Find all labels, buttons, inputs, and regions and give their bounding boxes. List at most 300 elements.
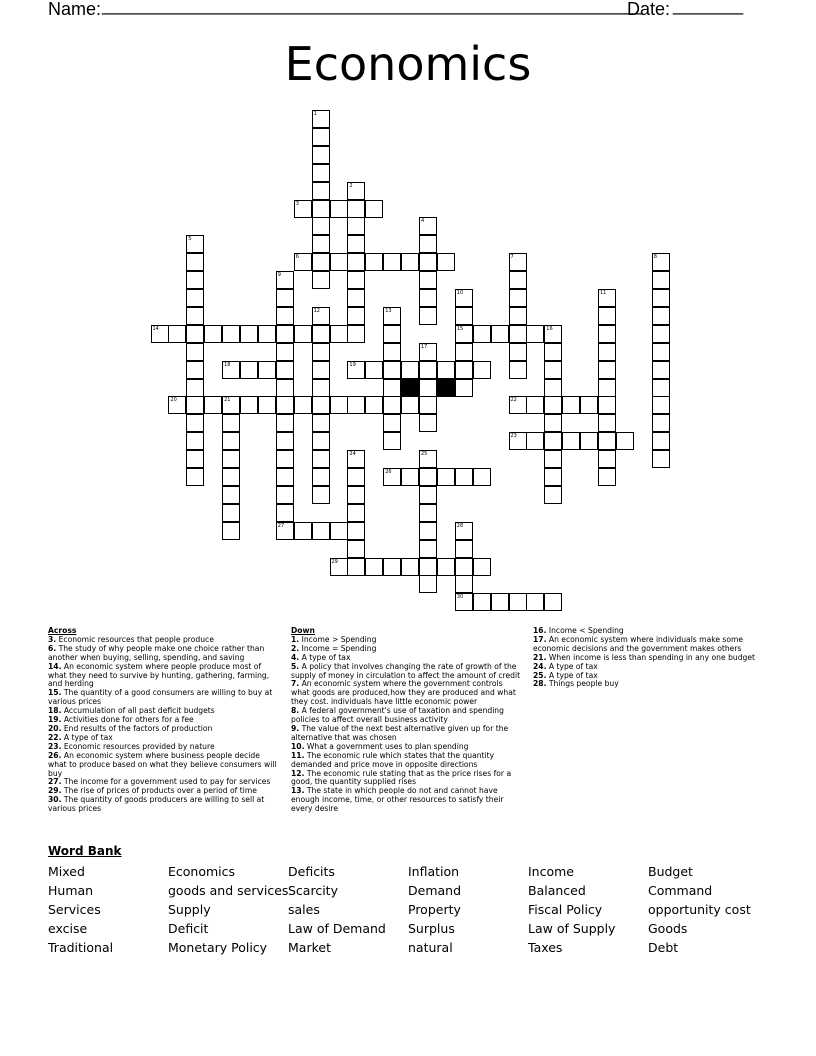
crossword-cell[interactable]: [276, 396, 294, 414]
clue-text: A type of tax: [63, 732, 113, 742]
crossword-cell[interactable]: [168, 325, 186, 343]
crossword-cell[interactable]: [509, 289, 527, 307]
crossword-cell[interactable]: [544, 468, 562, 486]
crossword-cell[interactable]: [294, 325, 312, 343]
word-bank-item: Deficit: [168, 921, 209, 936]
crossword-clue-number: 27: [277, 522, 285, 529]
crossword-cell[interactable]: [312, 325, 330, 343]
crossword-cell[interactable]: [526, 593, 544, 611]
clue-number: 22.: [48, 732, 62, 742]
clue-text: An economic system where the government controls what goods are produced,how they are produced and what they cost. individuals have little economic power: [291, 679, 516, 707]
crossword-cell[interactable]: [509, 593, 527, 611]
crossword-cell[interactable]: [419, 558, 437, 576]
clue-text: Things people buy: [548, 679, 619, 689]
crossword-clue-number: 10: [456, 290, 464, 296]
crossword-cell[interactable]: [419, 396, 437, 414]
crossword-cell[interactable]: [544, 343, 562, 361]
crossword-cell[interactable]: [294, 396, 312, 414]
clue-item: [291, 707, 521, 725]
crossword-cell[interactable]: [598, 379, 616, 397]
crossword-cell[interactable]: [455, 343, 473, 361]
crossword-cell[interactable]: [365, 200, 383, 218]
crossword-cell[interactable]: [186, 343, 204, 361]
crossword-cell[interactable]: [401, 253, 419, 271]
clue-number: 29.: [48, 786, 62, 796]
crossword-cell[interactable]: [204, 325, 222, 343]
crossword-cell[interactable]: [401, 558, 419, 576]
crossword-cell[interactable]: [222, 414, 240, 432]
clue-item: [533, 680, 768, 689]
crossword-cell[interactable]: [419, 271, 437, 289]
crossword-cell[interactable]: [347, 504, 365, 522]
crossword-cell[interactable]: [455, 307, 473, 325]
crossword-cell[interactable]: [455, 379, 473, 397]
crossword-cell[interactable]: [455, 468, 473, 486]
crossword-cell[interactable]: [437, 468, 455, 486]
crossword-cell[interactable]: [598, 325, 616, 343]
crossword-cell[interactable]: [347, 396, 365, 414]
clue-number: 20.: [48, 723, 62, 733]
crossword-clue-number: 19: [349, 361, 356, 368]
clue-text: Income > Spending: [301, 634, 377, 644]
crossword-cell[interactable]: [509, 361, 527, 379]
word-bank-item: Traditional: [48, 940, 114, 955]
crossword-cell[interactable]: [312, 379, 330, 397]
crossword-clue-number: 16: [546, 325, 553, 332]
crossword-cell[interactable]: [419, 468, 437, 486]
clue-text: Economic resources provided by nature: [63, 741, 215, 751]
crossword-cell[interactable]: [652, 432, 670, 450]
crossword-cell[interactable]: [509, 343, 527, 361]
crossword-clue-number: 22: [510, 397, 517, 404]
crossword-cell[interactable]: [652, 396, 670, 414]
crossword-cell[interactable]: [473, 593, 491, 611]
crossword-clue-number: 25: [421, 451, 428, 458]
crossword-cell[interactable]: [312, 486, 330, 504]
crossword-cell[interactable]: [401, 396, 419, 414]
clue-text: The rise of prices of products over a period of time: [63, 786, 257, 796]
crossword-clue-number: 6: [295, 254, 299, 261]
down-clues-continued: [533, 627, 768, 689]
clue-number: 19.: [48, 715, 62, 725]
crossword-cell[interactable]: [509, 307, 527, 325]
crossword-cell[interactable]: [312, 128, 330, 146]
word-bank-item: Debt: [648, 940, 679, 955]
word-bank-item: Goods: [648, 921, 688, 936]
word-bank-item: Mixed: [48, 864, 85, 879]
crossword-cell[interactable]: [580, 396, 598, 414]
crossword-cell[interactable]: [222, 486, 240, 504]
crossword-cell[interactable]: [562, 432, 580, 450]
clue-number: 4.: [291, 652, 300, 662]
crossword-cell[interactable]: [419, 307, 437, 325]
word-bank-item: Balanced: [528, 883, 586, 898]
date-label: Date:: [627, 0, 671, 19]
crossword-cell[interactable]: [312, 217, 330, 235]
word-bank-item: excise: [48, 921, 88, 936]
crossword-cell[interactable]: [419, 253, 437, 271]
date-line[interactable]: _______: [673, 0, 744, 15]
crossword-cell[interactable]: [276, 450, 294, 468]
crossword-cell[interactable]: [401, 361, 419, 379]
crossword-cell[interactable]: [312, 468, 330, 486]
crossword-cell[interactable]: [347, 558, 365, 576]
word-bank-column: [48, 862, 168, 957]
crossword-cell[interactable]: [419, 414, 437, 432]
crossword-cell[interactable]: [598, 361, 616, 379]
clue-item: [291, 725, 521, 743]
crossword-black-cell: [401, 379, 419, 397]
crossword-clue-number: 30: [456, 594, 464, 601]
clue-text: The value of the next best alternative given up for the alternative that was chosen: [291, 723, 509, 742]
clue-text: The quantity of a good consumers are willing to buy at various prices: [48, 688, 273, 707]
crossword-cell[interactable]: [598, 414, 616, 432]
clue-number: 9.: [291, 723, 300, 733]
crossword-cell[interactable]: [347, 522, 365, 540]
crossword-clue-number: 7: [510, 254, 514, 261]
crossword-cell[interactable]: [222, 504, 240, 522]
crossword-cell[interactable]: [544, 486, 562, 504]
crossword-cell[interactable]: [276, 414, 294, 432]
crossword-cell[interactable]: [222, 450, 240, 468]
clue-text: End results of the factors of production: [63, 723, 213, 733]
clue-number: 2.: [291, 643, 300, 653]
crossword-cell[interactable]: [312, 164, 330, 182]
clue-number: 17.: [533, 634, 547, 644]
crossword-cell[interactable]: [186, 450, 204, 468]
crossword-cell[interactable]: [562, 396, 580, 414]
word-bank-item: opportunity cost: [648, 902, 751, 917]
clue-text: The quantity of goods producers are willing to sell at various prices: [48, 795, 265, 814]
crossword-cell[interactable]: [276, 289, 294, 307]
crossword-cell[interactable]: [347, 325, 365, 343]
crossword-cell[interactable]: [544, 432, 562, 450]
crossword-cell[interactable]: [509, 325, 527, 343]
crossword-cell[interactable]: [473, 325, 491, 343]
crossword-clue-number: 26: [385, 469, 392, 475]
across-heading: Across: [48, 626, 77, 635]
crossword-cell[interactable]: [186, 468, 204, 486]
clue-number: 1.: [291, 634, 300, 644]
crossword-cell[interactable]: [383, 325, 401, 343]
crossword-cell[interactable]: [652, 361, 670, 379]
crossword-cell[interactable]: [240, 396, 258, 414]
crossword-cell[interactable]: [347, 486, 365, 504]
clue-text: Activities done for others for a fee: [63, 715, 194, 725]
name-label: Name:: [48, 0, 102, 19]
word-bank-item: Services: [48, 902, 101, 917]
crossword-cell[interactable]: [455, 540, 473, 558]
crossword-cell[interactable]: [276, 468, 294, 486]
crossword-cell[interactable]: [526, 432, 544, 450]
name-line[interactable]: ______________________________________________________: [102, 0, 643, 15]
crossword-cell[interactable]: [365, 253, 383, 271]
crossword-clue-number: 5: [188, 236, 192, 243]
crossword-cell[interactable]: [491, 593, 509, 611]
crossword-cell[interactable]: [652, 325, 670, 343]
crossword-cell[interactable]: [312, 343, 330, 361]
crossword-cell[interactable]: [473, 361, 491, 379]
clue-text: What a government uses to plan spending: [306, 741, 469, 751]
crossword-cell[interactable]: [347, 271, 365, 289]
word-bank-item: Monetary Policy: [168, 940, 268, 955]
crossword-cell[interactable]: [652, 450, 670, 468]
crossword-cell[interactable]: [276, 307, 294, 325]
crossword-cell[interactable]: [330, 522, 348, 540]
crossword-cell[interactable]: [347, 235, 365, 253]
crossword-cell[interactable]: [276, 486, 294, 504]
clue-number: 14.: [48, 661, 62, 671]
word-bank-item: Inflation: [408, 864, 460, 879]
crossword-clue-number: 1: [313, 111, 317, 117]
clue-number: 23.: [48, 741, 62, 751]
crossword-cell[interactable]: [598, 468, 616, 486]
crossword-cell[interactable]: [598, 307, 616, 325]
crossword-cell[interactable]: [491, 325, 509, 343]
crossword-cell[interactable]: [383, 558, 401, 576]
clue-number: 11.: [291, 750, 305, 760]
crossword-cell[interactable]: [222, 325, 240, 343]
clue-number: 18.: [48, 706, 62, 716]
crossword-cell[interactable]: [240, 325, 258, 343]
crossword-cell[interactable]: [347, 289, 365, 307]
crossword-cell[interactable]: [383, 396, 401, 414]
word-bank-item: Demand: [408, 883, 462, 898]
across-clues: [48, 627, 278, 814]
crossword-cell[interactable]: [186, 307, 204, 325]
clue-item: [48, 663, 278, 690]
crossword-clue-number: 24: [349, 451, 356, 458]
crossword-cell[interactable]: [276, 325, 294, 343]
crossword-cell[interactable]: [186, 325, 204, 343]
crossword-cell[interactable]: [186, 396, 204, 414]
down-heading: Down: [291, 626, 315, 635]
crossword-cell[interactable]: [437, 253, 455, 271]
clue-number: 28.: [533, 679, 547, 689]
word-bank-column: [648, 862, 768, 957]
crossword-cell[interactable]: [473, 468, 491, 486]
crossword-cell[interactable]: [294, 522, 312, 540]
crossword-cell[interactable]: [186, 414, 204, 432]
crossword-clue-number: 14: [152, 325, 159, 332]
crossword-cell[interactable]: [186, 271, 204, 289]
word-bank-item: Deficits: [288, 864, 335, 879]
crossword-cell[interactable]: [598, 450, 616, 468]
word-bank-item: Scarcity: [288, 883, 338, 898]
crossword-clue-number: 4: [421, 218, 425, 225]
crossword-cell[interactable]: [383, 432, 401, 450]
crossword-cell[interactable]: [419, 486, 437, 504]
crossword-cell[interactable]: [330, 325, 348, 343]
crossword-cell[interactable]: [365, 361, 383, 379]
clue-number: 13.: [291, 786, 305, 796]
crossword-cell[interactable]: [312, 146, 330, 164]
crossword-cell[interactable]: [652, 414, 670, 432]
crossword-cell[interactable]: [258, 325, 276, 343]
clue-number: 8.: [291, 706, 300, 716]
crossword-cell[interactable]: [276, 343, 294, 361]
crossword-cell[interactable]: [544, 593, 562, 611]
crossword-clue-number: 29: [331, 558, 338, 565]
crossword-cell[interactable]: [544, 361, 562, 379]
crossword-clue-number: 23: [510, 433, 517, 440]
clue-text: An economic system where individuals make some economic decisions and the government makes others: [533, 634, 744, 653]
clue-text: A type of tax: [548, 670, 598, 680]
word-bank-column: [528, 862, 648, 957]
clue-item: [291, 787, 521, 814]
crossword-cell[interactable]: [330, 396, 348, 414]
crossword-cell[interactable]: [186, 432, 204, 450]
clue-text: An economic system where people produce most of what they need to survive by hunting, gathering, farming, and herding: [48, 661, 270, 689]
crossword-cell[interactable]: [437, 558, 455, 576]
crossword-cell[interactable]: [186, 253, 204, 271]
crossword-cell[interactable]: [383, 343, 401, 361]
crossword-cell[interactable]: [312, 235, 330, 253]
crossword-cell[interactable]: [437, 361, 455, 379]
clue-number: 7.: [291, 679, 300, 689]
crossword-cell[interactable]: [580, 432, 598, 450]
crossword-clue-number: 21: [224, 397, 231, 404]
clue-item: [291, 752, 521, 770]
word-bank-title: Word Bank: [48, 844, 122, 858]
crossword-cell[interactable]: [312, 432, 330, 450]
clue-text: A type of tax: [301, 652, 351, 662]
crossword-cell[interactable]: [652, 307, 670, 325]
crossword-cell[interactable]: [276, 504, 294, 522]
crossword-cell[interactable]: [276, 432, 294, 450]
clue-item: [291, 680, 521, 707]
word-bank-item: Command: [648, 883, 713, 898]
crossword-cell[interactable]: [347, 468, 365, 486]
crossword-cell[interactable]: [347, 253, 365, 271]
crossword-cell[interactable]: [222, 522, 240, 540]
word-bank-item: Income: [528, 864, 574, 879]
crossword-cell[interactable]: [383, 361, 401, 379]
crossword-cell[interactable]: [312, 414, 330, 432]
crossword-cell[interactable]: [383, 414, 401, 432]
clue-item: [48, 752, 278, 779]
clue-item: [48, 796, 278, 814]
crossword-cell[interactable]: [186, 289, 204, 307]
clue-text: A federal government's use of taxation and spending policies to affect overall business activity: [291, 706, 504, 725]
crossword-cell[interactable]: [419, 504, 437, 522]
crossword-cell[interactable]: [652, 289, 670, 307]
crossword-cell[interactable]: [383, 253, 401, 271]
crossword-cell[interactable]: [455, 575, 473, 593]
crossword-cell[interactable]: [526, 396, 544, 414]
crossword-cell[interactable]: [312, 450, 330, 468]
crossword-cell[interactable]: [455, 558, 473, 576]
crossword-cell[interactable]: [544, 379, 562, 397]
crossword-clue-number: 8: [653, 254, 657, 261]
crossword-cell[interactable]: [544, 396, 562, 414]
crossword-cell[interactable]: [509, 271, 527, 289]
crossword-cell[interactable]: [222, 432, 240, 450]
crossword-clue-number: 20: [170, 397, 177, 404]
crossword-cell[interactable]: [276, 361, 294, 379]
crossword-cell[interactable]: [419, 361, 437, 379]
crossword-cell[interactable]: [347, 540, 365, 558]
crossword-cell[interactable]: [419, 379, 437, 397]
clue-item: [291, 770, 521, 788]
crossword-cell[interactable]: [598, 343, 616, 361]
crossword-cell[interactable]: [419, 540, 437, 558]
word-bank-item: Economics: [168, 864, 236, 879]
crossword-cell[interactable]: [347, 307, 365, 325]
crossword-cell[interactable]: [455, 361, 473, 379]
crossword-cell[interactable]: [312, 271, 330, 289]
clue-number: 25.: [533, 670, 547, 680]
crossword-cell[interactable]: [347, 217, 365, 235]
crossword-cell[interactable]: [186, 361, 204, 379]
crossword-cell[interactable]: [419, 235, 437, 253]
crossword-cell[interactable]: [598, 432, 616, 450]
clue-text: A policy that involves changing the rate of growth of the supply of money in circulation to affect the amount of credit: [291, 661, 521, 680]
clue-number: 3.: [48, 634, 57, 644]
crossword-cell[interactable]: [312, 200, 330, 218]
crossword-cell[interactable]: [401, 468, 419, 486]
clue-text: The economic rule stating that as the price rises for a good, the quantity supplied rises: [291, 768, 512, 787]
crossword-cell[interactable]: [419, 522, 437, 540]
crossword-cell[interactable]: [616, 432, 634, 450]
word-bank-column: [288, 862, 408, 957]
crossword-cell[interactable]: [312, 182, 330, 200]
word-bank-item: Budget: [648, 864, 693, 879]
crossword-cell[interactable]: [419, 289, 437, 307]
crossword-cell[interactable]: [330, 200, 348, 218]
word-bank-column: [408, 862, 528, 957]
crossword-cell[interactable]: [276, 379, 294, 397]
word-bank-item: Supply: [168, 902, 211, 917]
crossword-cell[interactable]: [365, 558, 383, 576]
crossword-cell[interactable]: [258, 361, 276, 379]
word-bank-item: Taxes: [528, 940, 563, 955]
word-bank-item: Market: [288, 940, 331, 955]
clue-text: Economic resources that people produce: [58, 634, 214, 644]
clue-number: 26.: [48, 750, 62, 760]
crossword-clue-number: 18: [224, 361, 231, 368]
crossword-cell[interactable]: [544, 414, 562, 432]
crossword-cell[interactable]: [330, 253, 348, 271]
crossword-cell[interactable]: [204, 396, 222, 414]
crossword-cell[interactable]: [652, 271, 670, 289]
crossword-cell[interactable]: [473, 558, 491, 576]
crossword-cell[interactable]: [652, 379, 670, 397]
crossword-cell[interactable]: [544, 450, 562, 468]
crossword-cell[interactable]: [526, 325, 544, 343]
crossword-cell[interactable]: [186, 379, 204, 397]
clue-item: [48, 645, 278, 663]
crossword-cell[interactable]: [419, 575, 437, 593]
clue-item: [291, 663, 521, 681]
crossword-cell[interactable]: [312, 522, 330, 540]
crossword-cell[interactable]: [347, 200, 365, 218]
crossword-cell[interactable]: [652, 343, 670, 361]
crossword-cell[interactable]: [312, 253, 330, 271]
crossword-cell[interactable]: [365, 396, 383, 414]
crossword-cell[interactable]: [312, 396, 330, 414]
crossword-cell[interactable]: [258, 396, 276, 414]
page-title: Economics: [284, 37, 532, 91]
crossword-cell[interactable]: [312, 361, 330, 379]
word-bank-item: Law of Supply: [528, 921, 616, 936]
crossword-cell[interactable]: [383, 379, 401, 397]
word-bank-item: natural: [408, 940, 453, 955]
crossword-cell[interactable]: [222, 468, 240, 486]
crossword-cell[interactable]: [240, 361, 258, 379]
clue-text: Accumulation of all past deficit budgets: [63, 706, 215, 716]
crossword-cell[interactable]: [598, 396, 616, 414]
